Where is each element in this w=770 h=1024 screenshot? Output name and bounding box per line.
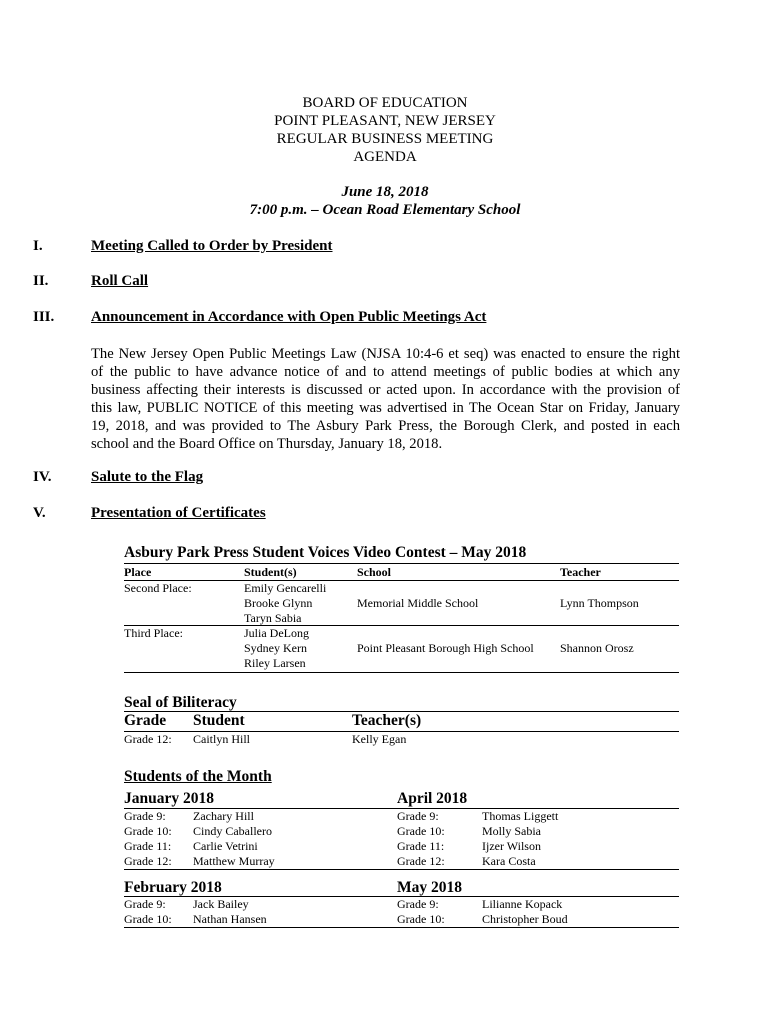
col-header-place: Place: [124, 565, 152, 579]
grade-cell: Grade 10:: [124, 824, 172, 838]
col-header-teacher: Teacher: [560, 565, 601, 579]
document-header: [0, 94, 770, 166]
col-header-school: School: [357, 565, 392, 579]
month-heading: May 2018: [397, 879, 463, 896]
grade-cell: Grade 9:: [397, 897, 439, 911]
section-title: Presentation of Certificates: [91, 505, 266, 521]
grade-cell: Grade 12:: [397, 854, 445, 868]
grade-cell: Grade 9:: [397, 809, 439, 823]
month-heading: April 2018: [397, 790, 468, 807]
grade-cell: Grade 10:: [397, 824, 445, 838]
student-cell: Carlie Vetrini: [193, 839, 258, 853]
announcement-paragraph: [91, 345, 680, 453]
paragraph-line: The New Jersey Open Public Meetings Law (NJSA 10:4-6 et seq) was enacted to ensure the right: [91, 346, 680, 362]
table-rule: [124, 869, 679, 870]
student-cell: Thomas Liggett: [482, 809, 559, 823]
grade-cell: Grade 9:: [124, 809, 166, 823]
grade-cell: Grade 12:: [124, 732, 172, 746]
paragraph-line: this law, PUBLIC NOTICE of this meeting was advertised in The Ocean Star on Friday, January: [91, 400, 680, 416]
biliteracy-title: Seal of Biliteracy: [124, 694, 237, 711]
section-numeral: V.: [33, 505, 46, 521]
student-cell: Matthew Murray: [193, 854, 275, 868]
student-cell: Molly Sabia: [482, 824, 541, 838]
student-cell: Julia DeLong: [244, 626, 309, 640]
place-cell: Second Place:: [124, 581, 192, 595]
header-line: BOARD OF EDUCATION: [302, 95, 468, 111]
section-numeral: IV.: [33, 469, 52, 485]
col-header-student: Student: [193, 712, 245, 729]
section-numeral: I.: [33, 238, 43, 254]
section-title: Announcement in Accordance with Open Public Meetings Act: [91, 309, 487, 325]
student-cell: Christopher Boud: [482, 912, 568, 926]
student-cell: Jack Bailey: [193, 897, 249, 911]
col-header-teacher: Teacher(s): [352, 712, 422, 729]
grade-cell: Grade 10:: [397, 912, 445, 926]
col-header-students: Student(s): [244, 565, 297, 579]
student-cell: Cindy Caballero: [193, 824, 272, 838]
school-cell: Point Pleasant Borough High School: [357, 641, 534, 655]
grade-cell: Grade 10:: [124, 912, 172, 926]
student-cell: Taryn Sabia: [244, 611, 302, 625]
table-rule: [124, 563, 679, 564]
paragraph-line: of the public to have advance notice of and to attend meetings of public bodies at which any: [91, 364, 680, 380]
table-rule: [124, 625, 679, 626]
meeting-date: June 18, 2018: [341, 184, 429, 200]
col-header-grade: Grade: [124, 712, 167, 729]
grade-cell: Grade 9:: [124, 897, 166, 911]
table-rule: [124, 927, 679, 928]
school-cell: Memorial Middle School: [357, 596, 479, 610]
grade-cell: Grade 11:: [124, 839, 172, 853]
teacher-cell: Shannon Orosz: [560, 641, 634, 655]
students-of-month-title: Students of the Month: [124, 768, 272, 785]
student-cell: Kara Costa: [482, 854, 536, 868]
student-cell: Nathan Hansen: [193, 912, 267, 926]
meeting-time-location: 7:00 p.m. – Ocean Road Elementary School: [249, 202, 521, 218]
header-line: AGENDA: [353, 149, 417, 165]
student-cell: Sydney Kern: [244, 641, 307, 655]
paragraph-line: business affecting their interests is discussed or acted upon. In accordance with the provision of: [91, 382, 680, 398]
header-line: REGULAR BUSINESS MEETING: [276, 131, 494, 147]
table-rule: [124, 580, 679, 581]
teacher-cell: Lynn Thompson: [560, 596, 639, 610]
month-heading: February 2018: [124, 879, 222, 896]
month-heading: January 2018: [124, 790, 214, 807]
table-rule: [124, 672, 679, 673]
student-cell: Brooke Glynn: [244, 596, 313, 610]
student-cell: Zachary Hill: [193, 809, 254, 823]
teacher-cell: Kelly Egan: [352, 732, 407, 746]
section-title: Salute to the Flag: [91, 469, 204, 485]
header-line: POINT PLEASANT, NEW JERSEY: [274, 113, 496, 129]
grade-cell: Grade 11:: [397, 839, 445, 853]
student-cell: Caitlyn Hill: [193, 732, 250, 746]
place-cell: Third Place:: [124, 626, 183, 640]
section-numeral: II.: [33, 273, 49, 289]
student-cell: Emily Gencarelli: [244, 581, 327, 595]
video-contest-title: Asbury Park Press Student Voices Video Contest – May 2018: [124, 544, 527, 561]
paragraph-line: 19, 2018, and was provided to The Asbury Park Press, the Borough Clerk, and posted in each: [91, 418, 680, 434]
paragraph-line: school and the Board Office on Thursday, January 18, 2018.: [91, 436, 443, 452]
grade-cell: Grade 12:: [124, 854, 172, 868]
section-numeral: III.: [33, 309, 55, 325]
student-cell: Ijzer Wilson: [482, 839, 541, 853]
student-cell: Riley Larsen: [244, 656, 306, 670]
student-cell: Lilianne Kopack: [482, 897, 563, 911]
section-title: Roll Call: [91, 273, 149, 289]
section-title: Meeting Called to Order by President: [91, 238, 333, 254]
